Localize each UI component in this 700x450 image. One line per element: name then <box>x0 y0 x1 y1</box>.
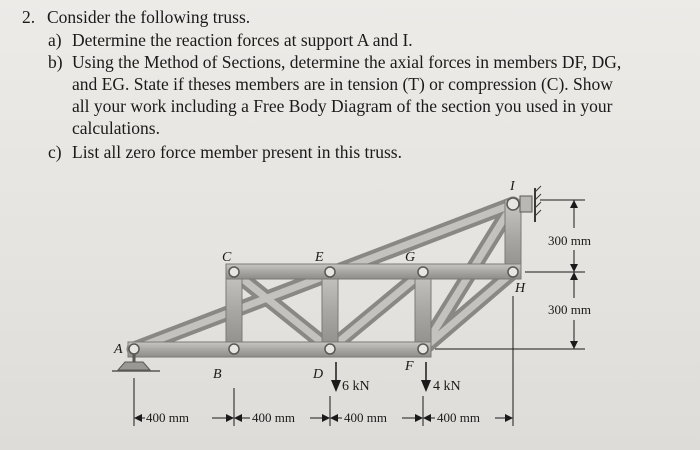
member-d-g-highlight <box>330 272 423 349</box>
support-i <box>520 186 541 222</box>
part-b-line-1: Using the Method of Sections, determine the axial forces in members DF, DG, <box>72 52 622 72</box>
part-c-line-1: List all zero force member present in this truss. <box>72 142 402 162</box>
support-a-base <box>118 362 150 370</box>
bottom-chord <box>128 342 431 357</box>
member-f-g <box>415 270 431 352</box>
pin-c <box>229 267 239 277</box>
pin-b <box>229 344 239 354</box>
load-d <box>331 362 370 394</box>
joint-label-i: I <box>510 179 515 194</box>
joint-label-f: F <box>405 359 414 374</box>
part-c-label: c) <box>48 142 62 162</box>
dim-vertical-upper: 300 mm <box>548 233 591 248</box>
load-d-value: 6 kN <box>342 379 370 394</box>
question-prompt: Consider the following truss. <box>47 7 251 27</box>
part-b-line-2: and EG. State if theses members are in tension (T) or compression (C). Show <box>72 74 613 94</box>
load-d-arrowhead <box>331 380 341 392</box>
member-d-e <box>322 270 338 352</box>
pin-e <box>325 267 335 277</box>
load-f-arrowhead <box>421 380 431 392</box>
pin-g <box>418 267 428 277</box>
part-b-line-3: all your work including a Free Body Diagram of the section you used in your <box>72 96 613 116</box>
joint-label-e: E <box>315 250 324 265</box>
pin-f <box>418 344 428 354</box>
joint-label-b: B <box>213 367 222 382</box>
dim-span-2: 400 mm <box>252 410 295 425</box>
joint-label-c: C <box>222 250 232 265</box>
part-b-line-4: calculations. <box>72 118 160 138</box>
part-a-label: a) <box>48 30 62 50</box>
joint-label-d: D <box>313 367 324 382</box>
pin-d <box>325 344 335 354</box>
pin-i <box>507 198 519 210</box>
joint-label-a: A <box>114 342 123 357</box>
pin-a <box>129 344 139 354</box>
joint-label-g: G <box>405 250 416 265</box>
dim-span-1: 400 mm <box>146 410 189 425</box>
support-i-bracket <box>520 196 532 212</box>
part-a-line-1: Determine the reaction forces at support A and I. <box>72 30 413 50</box>
joint-label-h: H <box>515 281 526 296</box>
dim-vertical-lower: 300 mm <box>548 302 591 317</box>
dim-span-3: 400 mm <box>344 410 387 425</box>
pin-h <box>508 267 518 277</box>
member-b-c <box>226 270 242 352</box>
load-f <box>421 362 461 394</box>
top-chord <box>226 264 521 279</box>
dim-span-4: 400 mm <box>437 410 480 425</box>
part-b-label: b) <box>48 52 63 72</box>
load-f-value: 4 kN <box>433 379 461 394</box>
question-number: 2. <box>22 7 36 27</box>
